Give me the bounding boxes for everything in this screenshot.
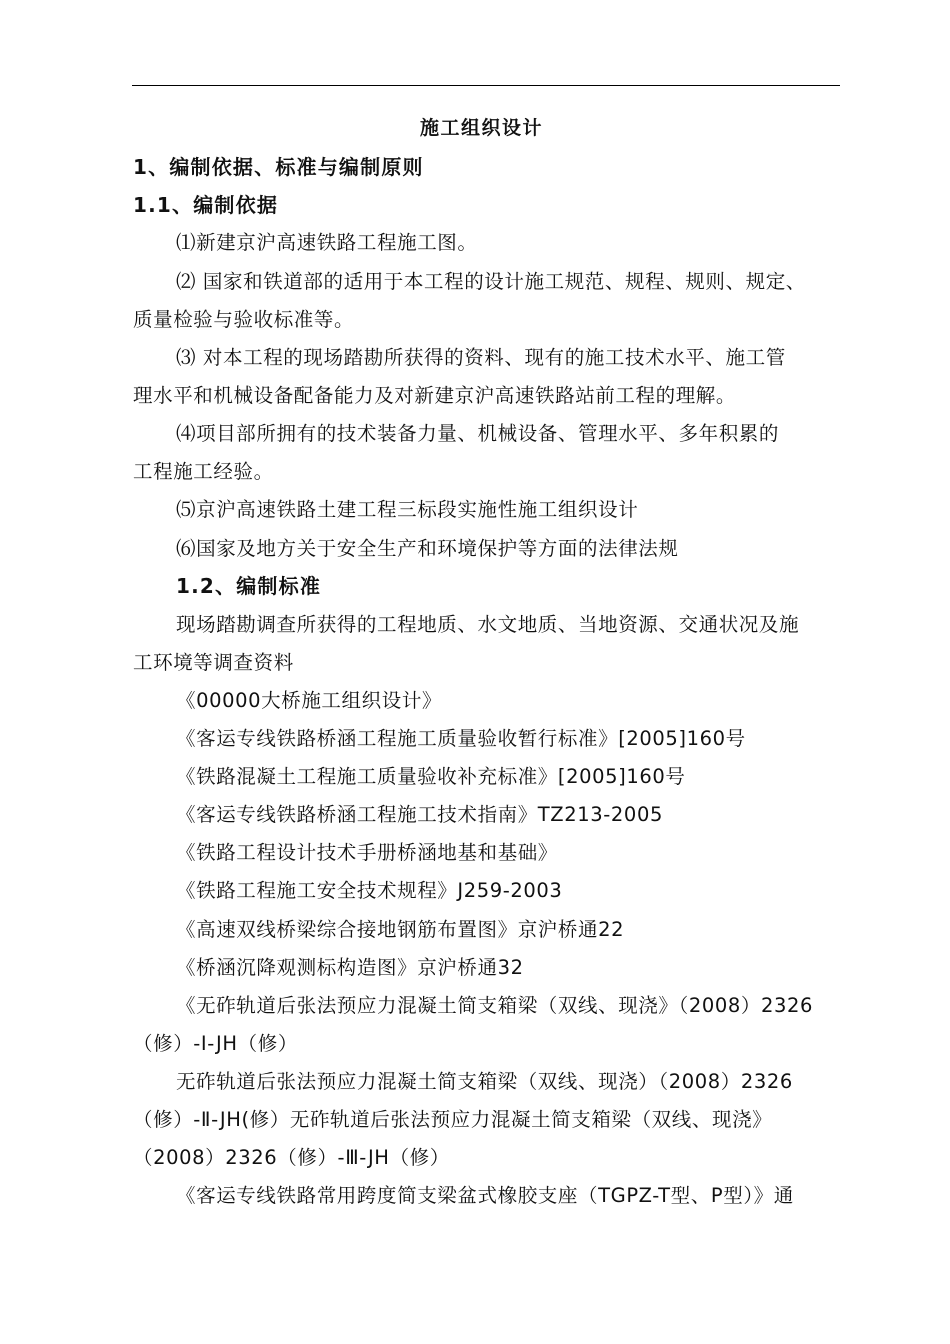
standard-line-7: 《铁路工程设计技术手册桥涵地基和基础》 bbox=[176, 841, 558, 864]
standard-line-15: （2008）2326（修）-Ⅲ-JH（修） bbox=[133, 1146, 450, 1169]
standard-line-9: 《高速双线桥梁综合接地钢筋布置图》京沪桥通22 bbox=[176, 918, 625, 941]
section-heading-1-2: 1.2、编制标准 bbox=[176, 574, 322, 598]
standard-line-5: 《铁路混凝土工程施工质量验收补充标准》[2005]160号 bbox=[176, 765, 686, 788]
standard-line-1: 现场踏勘调查所获得的工程地质、水文地质、当地资源、交通状况及施 bbox=[176, 613, 800, 636]
standard-line-6: 《客运专线铁路桥涵工程施工技术指南》TZ213-2005 bbox=[176, 803, 663, 826]
basis-item-5: ⑸京沪高速铁路土建工程三标段实施性施工组织设计 bbox=[176, 498, 639, 521]
page-title: 施工组织设计 bbox=[420, 117, 544, 139]
standard-line-8: 《铁路工程施工安全技术规程》J259-2003 bbox=[176, 879, 563, 902]
basis-item-3-cont: 理水平和机械设备配备能力及对新建京沪高速铁路站前工程的理解。 bbox=[133, 384, 737, 407]
standard-line-2: 工环境等调查资料 bbox=[133, 651, 294, 674]
basis-item-2-cont: 质量检验与验收标准等。 bbox=[133, 308, 355, 331]
standard-line-4: 《客运专线铁路桥涵工程施工质量验收暂行标准》[2005]160号 bbox=[176, 727, 746, 750]
standard-line-13: 无砟轨道后张法预应力混凝土简支箱梁（双线、现浇）（2008）2326 bbox=[176, 1070, 793, 1093]
standard-line-16: 《客运专线铁路常用跨度简支梁盆式橡胶支座（TGPZ-T型、P型）》通 bbox=[176, 1184, 794, 1207]
basis-item-4: ⑷项目部所拥有的技术装备力量、机械设备、管理水平、多年积累的 bbox=[176, 422, 780, 445]
section-heading-1: 1、编制依据、标准与编制原则 bbox=[133, 155, 424, 179]
header-rule bbox=[132, 85, 840, 86]
basis-item-1: ⑴新建京沪高速铁路工程施工图。 bbox=[176, 231, 478, 254]
standard-line-3: 《00000大桥施工组织设计》 bbox=[176, 689, 443, 712]
standard-line-14: （修）-Ⅱ-JH(修）无砟轨道后张法预应力混凝土简支箱梁（双线、现浇》 bbox=[133, 1108, 773, 1131]
standard-line-11: 《无砟轨道后张法预应力混凝土简支箱梁（双线、现浇》（2008）2326 bbox=[176, 994, 814, 1017]
standard-line-10: 《桥涵沉降观测标构造图》京沪桥通32 bbox=[176, 956, 524, 979]
basis-item-4-cont: 工程施工经验。 bbox=[133, 460, 274, 483]
basis-item-3: ⑶ 对本工程的现场踏勘所获得的资料、现有的施工技术水平、施工管 bbox=[176, 346, 786, 369]
basis-item-2: ⑵ 国家和铁道部的适用于本工程的设计施工规范、规程、规则、规定、 bbox=[176, 270, 806, 293]
section-heading-1-1: 1.1、编制依据 bbox=[133, 193, 279, 217]
basis-item-6: ⑹国家及地方关于安全生产和环境保护等方面的法律法规 bbox=[176, 537, 679, 560]
standard-line-12: （修）-Ⅰ-JH（修） bbox=[133, 1032, 298, 1055]
